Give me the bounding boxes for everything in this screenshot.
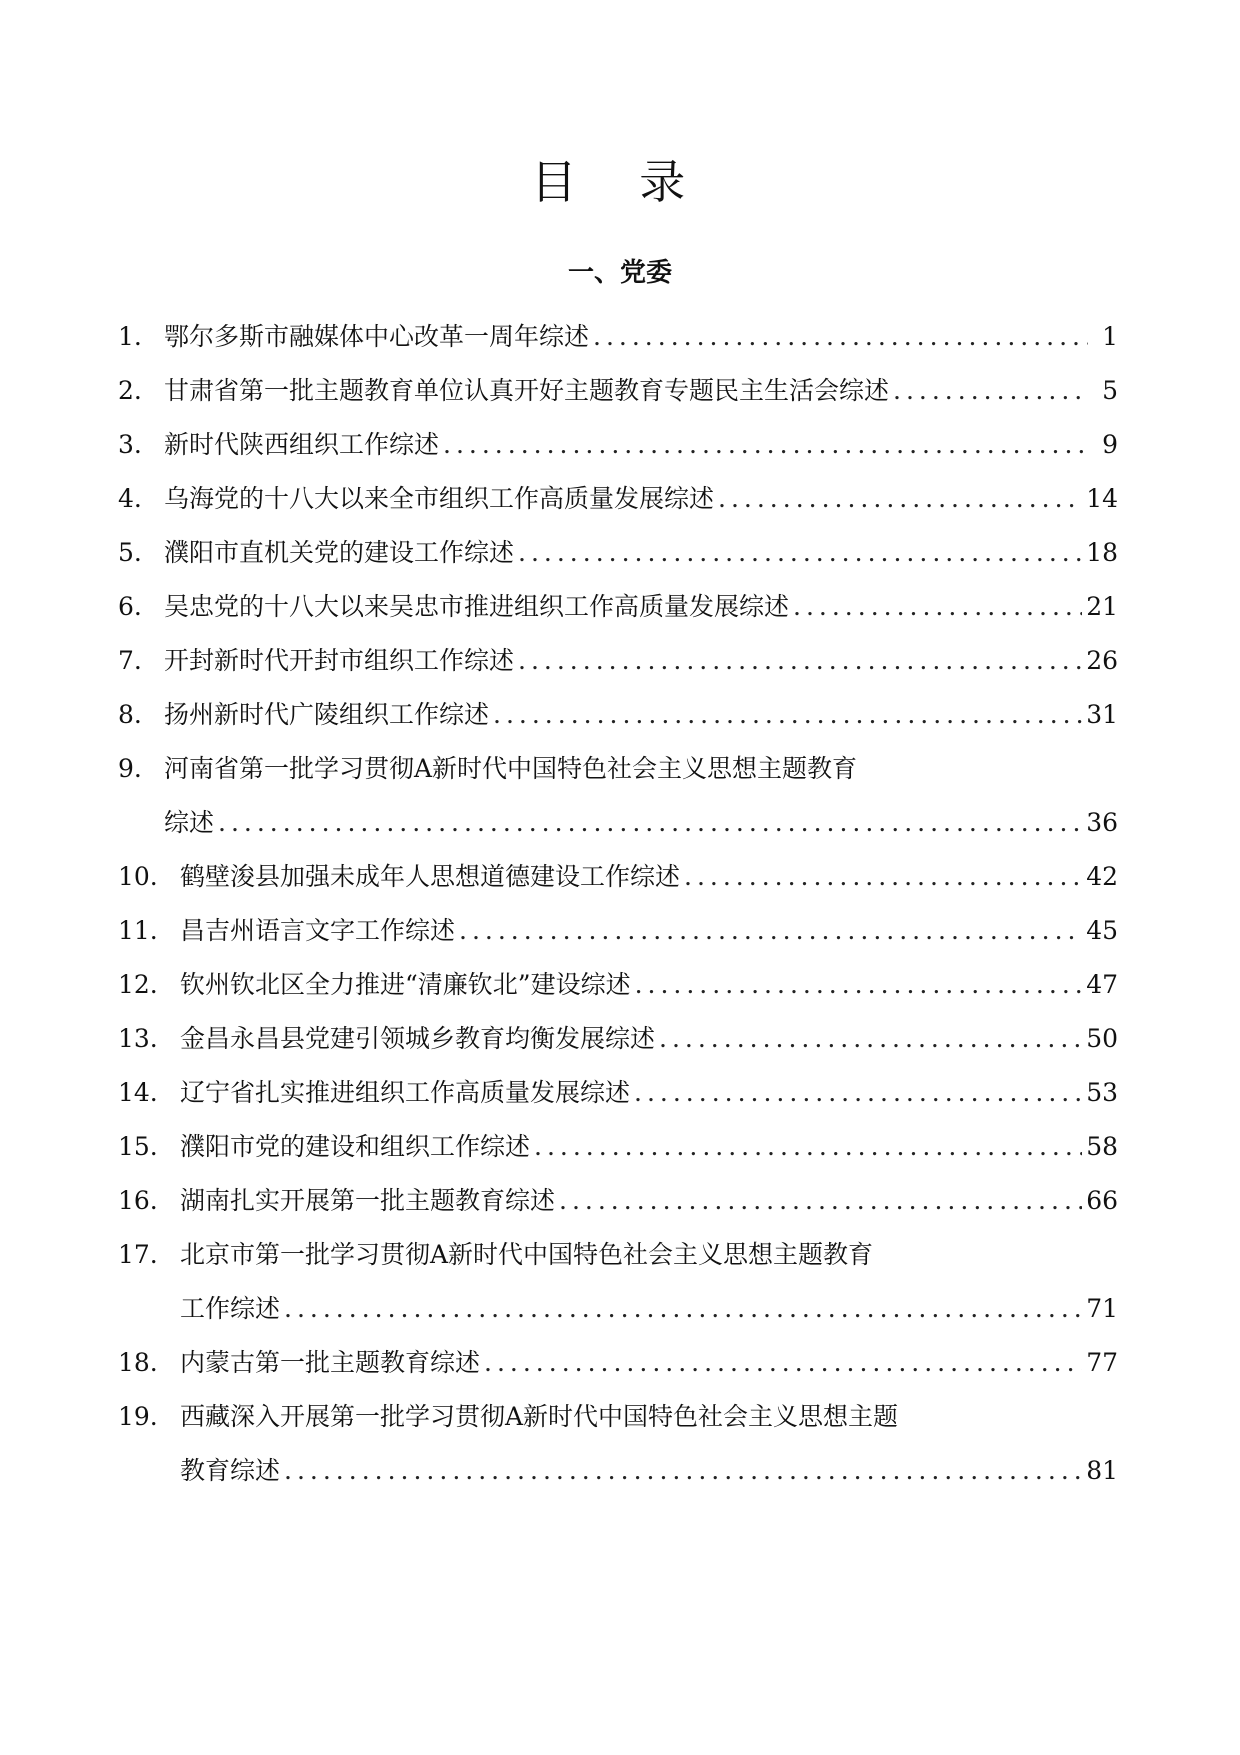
entry-title: 开封新时代开封市组织工作综述	[164, 646, 515, 675]
entry-page: 5	[1102, 376, 1118, 405]
entry-number: 6.	[118, 592, 142, 621]
entry-page: 58	[1086, 1132, 1118, 1161]
entry-number: 15.	[118, 1132, 158, 1161]
entry-title: 甘肃省第一批主题教育单位认真开好主题教育专题民主生活会综述	[164, 376, 890, 405]
dot-leader	[793, 580, 1082, 634]
entry-number: 14.	[118, 1078, 158, 1107]
toc-entry[interactable]	[118, 364, 1118, 418]
entry-page: 77	[1086, 1348, 1118, 1377]
dot-leader	[459, 904, 1082, 958]
toc-entry[interactable]	[118, 1012, 1118, 1066]
toc-entry[interactable]	[118, 1228, 1118, 1336]
dot-leader	[284, 1282, 1082, 1336]
toc-entry[interactable]	[118, 742, 1118, 850]
entry-page: 21	[1086, 592, 1118, 621]
entry-title-line1: 北京市第一批学习贯彻A新时代中国特色社会主义思想主题教育	[180, 1240, 874, 1269]
toc-entry[interactable]	[118, 904, 1118, 958]
entry-number: 8.	[118, 700, 142, 729]
entry-page: 36	[1086, 808, 1118, 837]
dot-leader	[635, 958, 1083, 1012]
entry-number: 3.	[118, 430, 142, 459]
entry-title: 金昌永昌县党建引领城乡教育均衡发展综述	[180, 1024, 656, 1053]
entry-number: 19.	[118, 1402, 158, 1431]
entry-page: 45	[1086, 916, 1118, 945]
dot-leader	[684, 850, 1082, 904]
dot-leader	[634, 1066, 1082, 1120]
entry-title-line1: 河南省第一批学习贯彻A新时代中国特色社会主义思想主题教育	[164, 754, 858, 783]
toc-entry[interactable]	[118, 310, 1118, 364]
toc-entry[interactable]	[118, 1390, 1118, 1498]
toc-entry[interactable]	[118, 1336, 1118, 1390]
page-title: 目 录	[530, 155, 710, 209]
toc-entry[interactable]	[118, 850, 1118, 904]
dot-leader	[893, 364, 1088, 418]
entry-title-line1: 西藏深入开展第一批学习贯彻A新时代中国特色社会主义思想主题	[180, 1402, 899, 1431]
entry-page: 31	[1086, 700, 1118, 729]
entry-title: 濮阳市直机关党的建设工作综述	[164, 538, 515, 567]
entry-number: 2.	[118, 376, 142, 405]
toc-entry[interactable]	[118, 958, 1118, 1012]
dot-leader	[493, 688, 1082, 742]
dot-leader	[484, 1336, 1082, 1390]
entry-number: 5.	[118, 538, 142, 567]
entry-number: 16.	[118, 1186, 158, 1215]
dot-leader	[593, 310, 1088, 364]
entry-title: 昌吉州语言文字工作综述	[180, 916, 456, 945]
dot-leader	[518, 526, 1082, 580]
entry-number: 17.	[118, 1240, 158, 1269]
entry-page: 47	[1086, 970, 1118, 999]
entry-title: 内蒙古第一批主题教育综述	[180, 1348, 481, 1377]
entry-number: 10.	[118, 862, 158, 891]
entry-title: 濮阳市党的建设和组织工作综述	[180, 1132, 531, 1161]
entry-page: 50	[1086, 1024, 1118, 1053]
entry-page: 81	[1086, 1456, 1118, 1485]
entry-title-line2: 工作综述	[180, 1294, 281, 1323]
entry-number: 12.	[118, 970, 158, 999]
toc-entry[interactable]	[118, 580, 1118, 634]
toc-entry[interactable]	[118, 472, 1118, 526]
entry-number: 4.	[118, 484, 142, 513]
section-heading: 一、党委	[567, 258, 672, 288]
entry-title: 扬州新时代广陵组织工作综述	[164, 700, 490, 729]
entry-number: 18.	[118, 1348, 158, 1377]
entry-page: 26	[1086, 646, 1118, 675]
dot-leader	[559, 1174, 1082, 1228]
entry-number: 11.	[118, 916, 158, 945]
entry-page: 1	[1102, 322, 1118, 351]
dot-leader	[659, 1012, 1082, 1066]
entry-page: 66	[1086, 1186, 1118, 1215]
entry-title: 乌海党的十八大以来全市组织工作高质量发展综述	[164, 484, 715, 513]
entry-number: 13.	[118, 1024, 158, 1053]
toc-entry[interactable]	[118, 418, 1118, 472]
entry-title-line2: 综述	[164, 808, 215, 837]
table-of-contents	[118, 310, 1118, 1498]
entry-page: 14	[1086, 484, 1118, 513]
entry-number: 7.	[118, 646, 142, 675]
dot-leader	[218, 796, 1082, 850]
entry-page: 18	[1086, 538, 1118, 567]
toc-entry[interactable]	[118, 1174, 1118, 1228]
dot-leader	[534, 1120, 1082, 1174]
entry-title: 钦州钦北区全力推进“清廉钦北”建设综述	[180, 970, 631, 999]
entry-number: 1.	[118, 322, 142, 351]
entry-number: 9.	[118, 754, 142, 783]
dot-leader	[443, 418, 1088, 472]
entry-page: 42	[1086, 862, 1118, 891]
entry-title: 新时代陕西组织工作综述	[164, 430, 440, 459]
entry-title: 辽宁省扎实推进组织工作高质量发展综述	[180, 1078, 631, 1107]
entry-page: 9	[1102, 430, 1118, 459]
entry-page: 71	[1086, 1294, 1118, 1323]
toc-entry[interactable]	[118, 1066, 1118, 1120]
entry-title: 吴忠党的十八大以来吴忠市推进组织工作高质量发展综述	[164, 592, 790, 621]
entry-title: 鄂尔多斯市融媒体中心改革一周年综述	[164, 322, 590, 351]
entry-title: 鹤壁浚县加强未成年人思想道德建设工作综述	[180, 862, 681, 891]
toc-entry[interactable]	[118, 688, 1118, 742]
entry-page: 53	[1086, 1078, 1118, 1107]
dot-leader	[518, 634, 1082, 688]
toc-entry[interactable]	[118, 634, 1118, 688]
dot-leader	[284, 1444, 1082, 1498]
entry-title: 湖南扎实开展第一批主题教育综述	[180, 1186, 556, 1215]
toc-entry[interactable]	[118, 526, 1118, 580]
entry-title-line2: 教育综述	[180, 1456, 281, 1485]
toc-entry[interactable]	[118, 1120, 1118, 1174]
dot-leader	[718, 472, 1082, 526]
